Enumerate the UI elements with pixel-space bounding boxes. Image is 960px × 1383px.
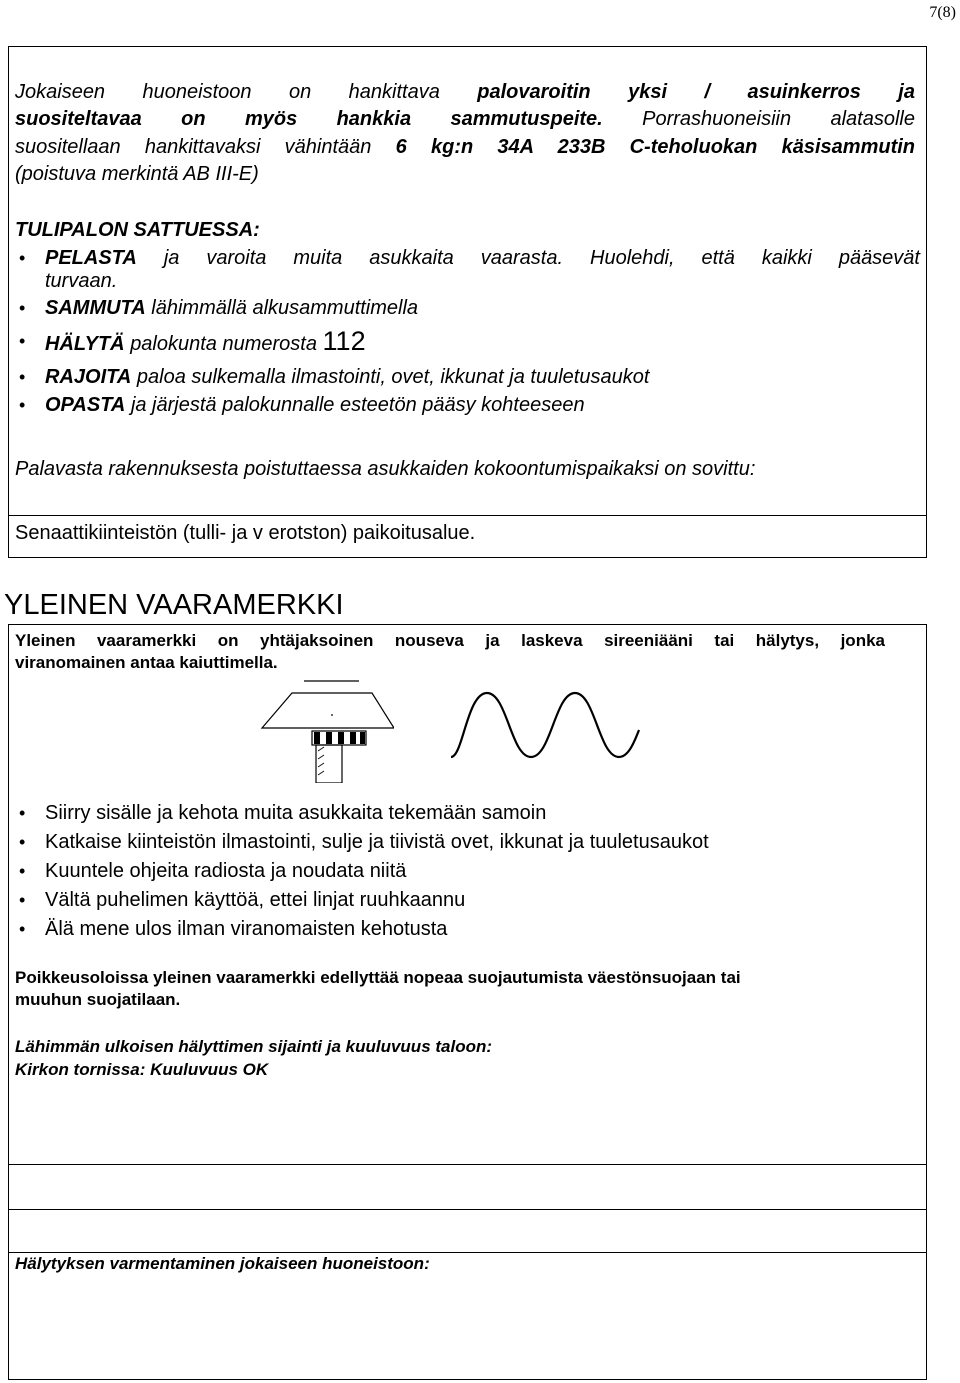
fire-step-5: • OPASTA ja järjestä palokunnalle esteetön pääsy kohteeseen xyxy=(15,391,920,419)
intro-line-2: suositeltavaa on myös hankkia sammutuspeite. Porrashuoneisiin alatasolle xyxy=(15,108,915,130)
alarm-instructions-list xyxy=(15,799,920,944)
form-line-1 xyxy=(9,1164,926,1165)
fire-step-1: • PELASTA ja varoita muita asukkaita vaarasta. Huolehdi, että kaikki pääsevät turvaan. xyxy=(15,245,920,290)
intro-line-3: suositellaan hankittavaksi vähintään 6 kg:n 34A 233B C-teholuokan käsisammutin xyxy=(15,136,915,158)
alarm-instruction: • Siirry sisälle ja kehota muita asukkaita tekemään samoin xyxy=(15,799,920,828)
alarm-instruction: • Kuuntele ohjeita radiosta ja noudata niitä xyxy=(15,857,920,886)
fire-step-2: • SAMMUTA lähimmällä alkusammuttimella xyxy=(15,294,920,322)
alarm-desc-line-2: viranomainen antaa kaiuttimella. xyxy=(15,653,278,672)
siren-location-value: Kirkon tornissa: Kuuluvuus OK xyxy=(15,1060,269,1079)
fire-step-4: • RAJOITA paloa sulkemalla ilmastointi, ovet, ikkunat ja tuuletusaukot xyxy=(15,363,920,391)
fire-heading: TULIPALON SATTUESSA: xyxy=(15,219,260,241)
siren-illustration xyxy=(254,673,394,783)
fire-steps-list xyxy=(15,245,920,419)
alarm-box xyxy=(8,624,927,1380)
intro-line-4: (poistuva merkintä AB III-E) xyxy=(15,163,259,185)
alarm-instruction: • Katkaise kiinteistön ilmastointi, sulje ja tiivistä ovet, ikkunat ja tuuletusaukot xyxy=(15,828,920,857)
alarm-heading: YLEINEN VAARAMERKKI xyxy=(4,589,344,621)
alarm-desc-line-1: Yleinen vaaramerkki on yhtäjaksoinen nouseva ja laskeva sireeniääni tai hälytys, jonka xyxy=(15,631,885,650)
form-line-2 xyxy=(9,1209,926,1210)
assembly-label: Palavasta rakennuksesta poistuttaessa asukkaiden kokoontumispaikaksi on sovittu: xyxy=(15,458,756,480)
alarm-instruction: • Vältä puhelimen käyttöä, ettei linjat ruuhkaannu xyxy=(15,886,920,915)
siren-wave-graphic xyxy=(449,685,649,765)
exceptional-note-line-1: Poikkeusoloissa yleinen vaaramerkki edellyttää nopeaa suojautumista väestönsuojaan tai xyxy=(15,968,741,987)
assembly-value: Senaattikiinteistön (tulli- ja v erotston) paikoitusalue. xyxy=(15,522,476,544)
fire-safety-box xyxy=(8,46,927,558)
siren-location-label: Lähimmän ulkoisen hälyttimen sijainti ja kuuluvuus taloon: xyxy=(15,1037,493,1056)
exceptional-note-line-2: muuhun suojatilaan. xyxy=(15,990,181,1009)
intro-line-1: Jokaiseen huoneistoon on hankittava palovaroitin yksi / asuinkerros ja xyxy=(15,81,915,103)
alarm-instruction: • Älä mene ulos ilman viranomaisten kehotusta xyxy=(15,915,920,944)
fire-step-3: • HÄLYTÄ palokunta numerosta 112 xyxy=(15,322,920,363)
verify-label: Hälytyksen varmentaminen jokaiseen huoneistoon: xyxy=(15,1254,430,1273)
page-number: 7(8) xyxy=(929,4,956,21)
assembly-divider xyxy=(9,515,926,516)
